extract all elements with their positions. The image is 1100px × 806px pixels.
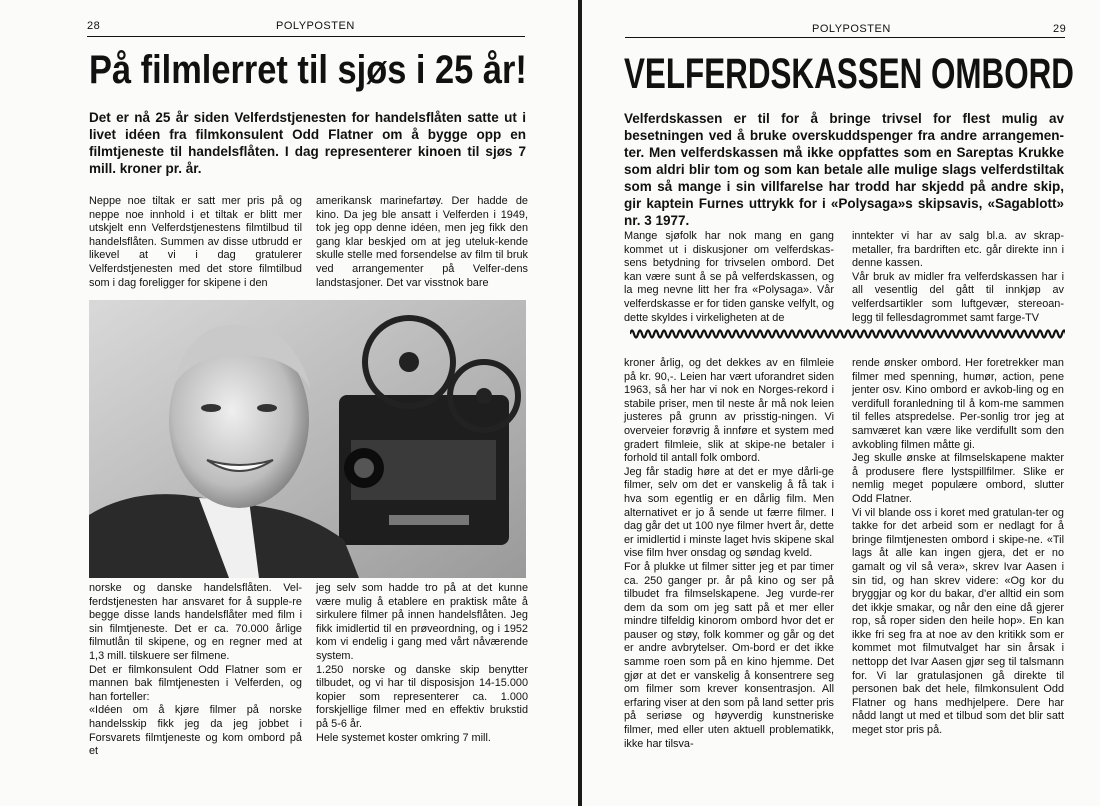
- column-2-top: amerikansk marinefartøy. Der hadde de kino. Da jeg ble ansatt i Velferden i 1949, tok jeg opp denne idéen, men jeg fikk den gang klar beskjed om at jeg uteluk-kende skulle stelle med forsendelse av film til bruk ved arrangementer på Velfer-dens landstasjoner. Det var visstnok bare: [316, 195, 528, 289]
- running-head: POLYPOSTEN: [276, 20, 355, 32]
- header-rule: [87, 36, 525, 37]
- column-2-bottom: rende ønsker ombord. Her foretrekker man filmer med spenning, humør, action, pene jenter osv. Kino ombord er avkob-ling og en verdifull foranledning til å kom-me sammen til felles atspredelse. Per-sonlig tror jeg at samværet kan være like verdifullt som den avkobling filmen måtte gi. Jeg skulle ønske at filmselskapene makter å produsere flere lystspillfilmer. Slike er nemlig meget populære ombord, slutter Odd Flatner. Vi vil blande oss i koret med gratulan-ter og takke for det arbeid som er nedlagt for å bringe filmtjenesten ombord i skipe-ne. «Til lags åt alle kan ingen gjera, det er no gamalt og vil så vera», skrev Ivar Aasen i sin tid, og han skrev videre: «Og kor du bryggjar og kor du bakar, d'er alltid ein som det ikkje smakar, og når den eine då gjerer rop, så roper siden den heile hop». En kan ikke fri seg fra at noe av den kritikk som er kommet mot filmutvalget har sin årsak i nettopp det Ivar Aasen gjør seg til talsmann for. Vi lar gratulasjonen gå direkte til personen bak det hele, filmkonsulent Odd Flatner og hans medhjelpere. Dere har nådd langt ut med et tilbud som det blir satt meget stor pris på.: [852, 357, 1064, 737]
- article-lead: Det er nå 25 år siden Velferdstjenesten for handelsflåten satte ut i livet idéen fra filmkonsulent Odd Flatner om å bygge opp en filmtjeneste til handelsflåten. I dag representerer kinoen til sjøs 7 mill. kroner pr. år.: [89, 110, 526, 176]
- page-number: 28: [87, 20, 101, 32]
- article-lead: Velferdskassen er til for å bringe trivsel for flest mulig av besetningen ved å bruke overskuddspenger fra andre arrangemen-ter. Men velferdskassen må ikke oppfattes som en Sareptas Krukke som aldri blir tom og som kan betale alle mulige slags velferdstiltak som så mange i sin villfarelse har trodd har skjedd på andre skip, gir kaptein Furnes uttrykk for i «Polysaga»s skipsavis, «Sagablott» nr. 3 1977.: [624, 111, 1064, 228]
- article-title: På filmlerret til sjøs i 25 år!: [89, 48, 527, 92]
- portrait-with-film-projector-photo: [89, 300, 526, 578]
- ornamental-wave-divider: [630, 327, 1065, 341]
- running-head: POLYPOSTEN: [812, 23, 891, 35]
- page-number: 29: [1053, 23, 1067, 35]
- column-1-top: Neppe noe tiltak er satt mer pris på og neppe noe innhold i et tiltak er blitt mer utskjelt enn Velferdstjenestens filmtilbud til handelsflåten. Summen av disse utbrudd er likevel at vi i dag gratulerer Velferdstjenesten med det store filmtilbud som i dag foreligger for skipene i den: [89, 195, 302, 289]
- column-1-bottom: norske og danske handelsflåten. Vel-ferdstjenesten har ansvaret for å supple-re begge disse lands handelsflåter med film i sin filmtjeneste. Det er ca. 70.000 årlige filmutlån til skipene, og en regner med at 1,3 mill. tilskuere ser filmene. Det er filmkonsulent Odd Flatner som er mannen bak filmtjenesten i Velferden, og han forteller: «Idéen om å kjøre filmer på norske handelsskip fikk jeg da jeg jobbet i Forsvarets filmtjeneste og kom ombord på et: [89, 582, 302, 758]
- article-title: VELFERDSKASSEN OMBORD: [624, 50, 1074, 98]
- right-page: [582, 0, 1100, 806]
- column-1-top: Mange sjøfolk har nok mang en gang kommet ut i diskusjoner om velferdskas-sens betydning for trivselen ombord. Det kan være sunt å se på velferdskassen, og la meg nevne litt her fra «Polysaga». Vår velferdskasse er for tiden ganske velfylt, og dette skyldes i virkeligheten at de: [624, 230, 834, 324]
- header-rule: [625, 37, 1065, 38]
- column-2-bottom: jeg selv som hadde tro på at det kunne være mulig å etablere en praktisk måte å sirkulere filmer på innen handelsflåten. Jeg fikk imidlertid til en prøveordning, og i 1952 kom vi endelig i gang med vårt nåværende system. 1.250 norske og danske skip benytter tilbudet, og vi har til disposisjon 14-15.000 kopier som representerer ca. 1.000 forskjellige filmer med en effektiv brukstid på 5-6 år. Hele systemet koster omkring 7 mill.: [316, 582, 528, 744]
- column-2-top: inntekter vi har av salg bl.a. av skrap-metaller, fra bardriften etc. går direkte inn i denne kassen. Vår bruk av midler fra velferdskassen har i all vesentlig del gått til innkjøp av velferdsartikler som luftgevær, stereoan-legg til fellesdagrommet samt farge-TV: [852, 230, 1064, 324]
- column-1-bottom: kroner årlig, og det dekkes av en filmleie på kr. 90,-. Leien har vært uforandret siden 1963, så her har vi nok en Norges-rekord i stabile priser, men til neste år må nok leien justeres på grunn av prisstig-ningen. Vi overveier forøvrig å innføre et system med gradert filmleie, slik at skipe-ne betaler i forhold til antall folk ombord. Jeg får stadig høre at det er mye dårli-ge filmer, selv om det er vanskelig å få tak i hva som egentlig er en dårlig film. Men alternativet er jo å sende ut færre filmer. I dag går det ut 100 nye filmer hvert år, dette er imidlertid i minste laget hvis skipene skal vise film hver onsdag og søndag kveld. For å plukke ut filmer sitter jeg et par timer ca. 250 ganger pr. år på kino og ser på tilbudet fra filmselskapene. Jeg vurde-rer dem da som om jeg satt på et mer eller mindre tilfeldig kinorom ombord hvor det er pauser og støy, folk kommer og går og det er andre avbrytelser. Om-bord er det ikke samme roen som på en kino hjemme. Det gjør at det er vanskelig å konsentrere seg om filmer som krever konsentrasjon. All erfaring viser at den som på land setter pris på seriøse og høyverdig kunstneriske filmer, med eller uten aktuell problematikk, ikke har tilsva-: [624, 357, 834, 750]
